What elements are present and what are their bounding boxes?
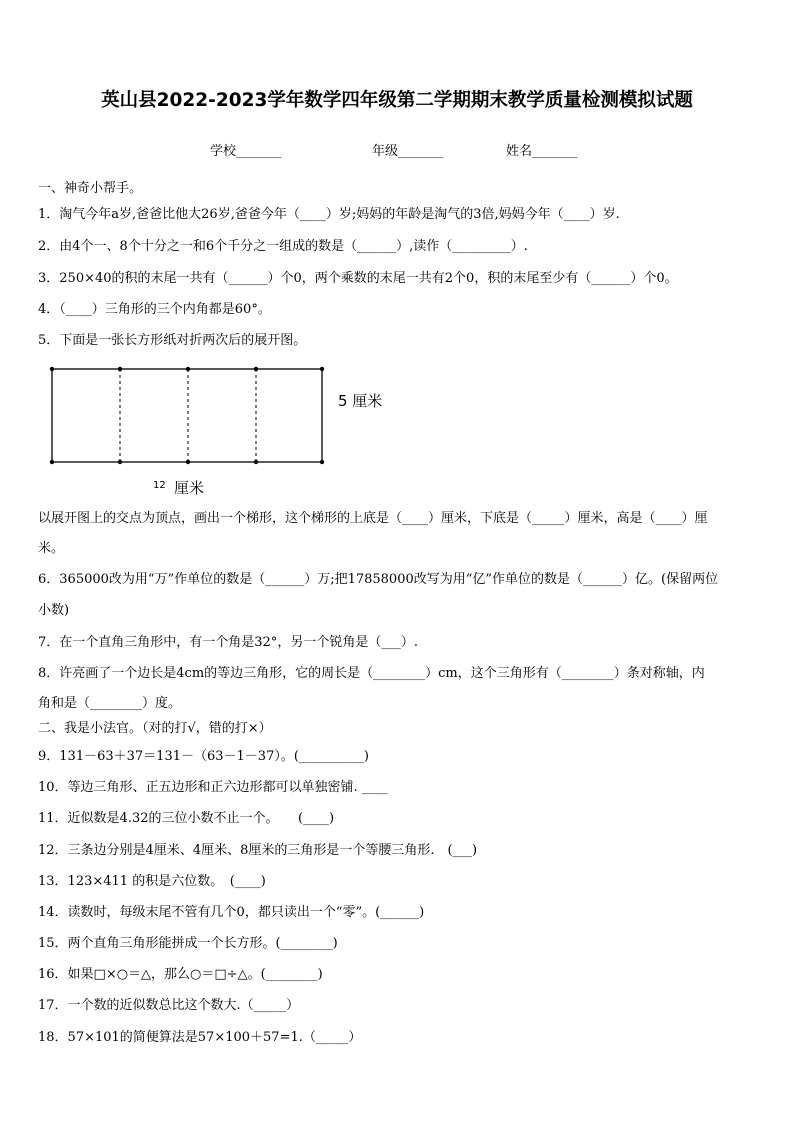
question-5-continued: 以展开图上的交点为顶点，画出一个梯形，这个梯形的上底是（____）厘米，下底是（_____）厘米，高是（____）厘 [38,511,708,526]
question-12: 12．三条边分别是4厘米、4厘米、8厘米的三角形是一个等腰三角形. (___) [38,843,478,858]
section-1-heading: 一、神奇小帮手。 [38,181,143,196]
question-4: 4．（____）三角形的三个内角都是60°。 [38,302,271,317]
question-9: 9．131－63＋37＝131－（63－1－37）。(__________) [38,749,369,764]
name-field: 姓名_______ [506,144,578,159]
school-field: 学校_______ [210,144,282,159]
question-6-continued: 小数) [38,603,70,618]
question-8-continued: 角和是（________）度。 [38,696,182,711]
question-10: 10．等边三角形、正五边形和正六边形都可以单独密铺. ____ [38,780,388,795]
question-11: 11．近似数是4.32的三位小数不止一个。 (____) [38,811,335,826]
question-18: 18．57×101的简便算法是57×100＋57=1.（_____） [38,1030,362,1045]
question-13: 13．123×411 的积是六位数。 (____) [38,874,266,889]
question-8: 8．许亮画了一个边长是4cm的等边三角形，它的周长是（________）cm，这个三角形有（________）条对称轴，内 [38,666,705,681]
unfolded-rectangle-figure [40,360,400,505]
question-15: 15．两个直角三角形能拼成一个长方形。(________) [38,936,338,951]
question-16: 16．如果□×○＝△，那么○＝□÷△。(________) [38,967,323,982]
question-5: 5．下面是一张长方形纸对折两次后的展开图。 [38,333,307,348]
grade-field: 年级_______ [372,144,444,159]
question-3: 3．250×40的积的末尾一共有（______）个0，两个乘数的末尾一共有2个0，积的末尾至少有（______）个0。 [38,271,678,286]
page-title: 英山县2022-2023学年数学四年级第二学期期末教学质量检测模拟试题 [101,90,693,111]
question-7: 7．在一个直角三角形中，有一个角是32°，另一个锐角是（___）. [38,635,418,650]
question-6: 6．365000改为用“万”作单位的数是（______）万;把17858000改写为用“亿”作单位的数是（______）亿。(保留两位 [38,572,719,587]
height-label: 5 厘米 [338,392,383,410]
width-number: 12 [153,480,166,491]
width-unit: 厘米 [174,479,205,497]
question-17: 17．一个数的近似数总比这个数大.（_____） [38,998,300,1013]
question-14: 14．读数时，每级末尾不管有几个0，都只读出一个“零”。(______) [38,905,425,920]
question-5-continued-2: 米。 [38,541,65,556]
section-2-heading: 二、我是小法官。（对的打√，错的打×） [38,721,272,736]
question-1: 1．淘气今年a岁,爸爸比他大26岁,爸爸今年（____）岁;妈妈的年龄是淘气的3倍,妈妈今年（____）岁. [38,207,620,222]
question-2: 2．由4个一、8个十分之一和6个千分之一组成的数是（______）,读作（_________）. [38,239,528,254]
